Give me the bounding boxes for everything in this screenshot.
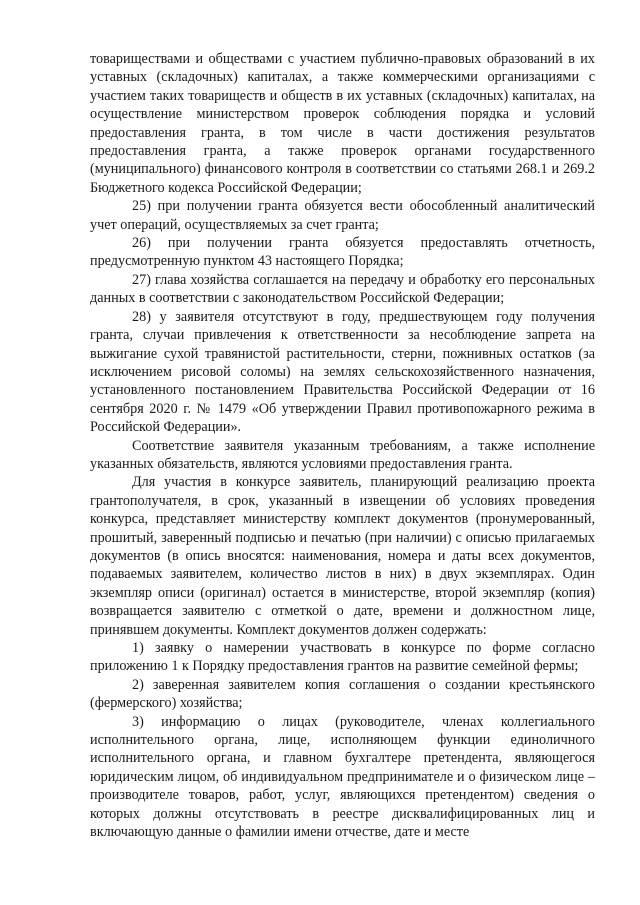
paragraph-documents-package: Для участия в конкурсе заявитель, планирующий реализацию проекта грантополучателя, в срок, указанный в извещении об условиях проведения конкурса, представляет министерству комплект документов (пронумерованный, прошитый, заверенный подписью и печатью (при наличии) с описью прилагаемых документов (в опись вносятся: наименования, номера и даты всех документов, подаваемых заявителем, количество листов в них) в двух экземплярах. Один экземпляр описи (оригинал) остается в министерстве, второй экземпляр (копия) возвращается заявителю с отметкой о дате, времени и должностном лице, принявшем документы. Комплект документов должен содержать: xyxy=(90,474,595,638)
document-page xyxy=(90,50,595,841)
paragraph-doc-item-3: 3) информацию о лицах (руководителе, членах коллегиального исполнительного органа, лице, исполняющем функции единоличного исполнительного органа, и главном бухгалтере претендента, являющегося юридическим лицом, об индивидуальном предпринимателе и о физическом лице – производителе товаров, работ, услуг, являющихся претендентом) сведения о которых должны отсутствовать в реестре дисквалифицированных лиц и включающую данные о фамилии имени отчестве, дате и месте xyxy=(90,713,595,841)
paragraph-doc-item-1: 1) заявку о намерении участвовать в конкурсе по форме согласно приложению 1 к Порядку предоставления грантов на развитие семейной фермы; xyxy=(90,640,595,675)
paragraph-continuation: товариществами и обществами с участием публично-правовых образований в их уставных (складочных) капиталах, а также коммерческими организациями с участием таких товариществ и обществ в их уставных (складочных) капиталах, на осуществление министерством проверок соблюдения порядка и условий предоставления гранта, в том числе в части достижения результатов предоставления гранта, а также проверок органами государственного (муниципального) финансового контроля в соответствии со статьями 268.1 и 269.2 Бюджетного кодекса Российской Федерации; xyxy=(90,51,595,196)
paragraph-doc-item-2: 2) заверенная заявителем копия соглашения о создании крестьянского (фермерского) хозяйства; xyxy=(90,676,595,712)
paragraph-item-28: 28) у заявителя отсутствуют в году, предшествующем году получения гранта, случаи привлечения к ответственности за несоблюдение запрета на выжигание сухой травянистой растительности, стерни, пожнивных остатков (за исключением рисовой соломы) на землях сельскохозяйственного назначения, установленного постановлением Правительства Российской Федерации от 16 сентября 2020 г. № 1479 «Об утверждении Правил противопожарного режима в Российской Федерации». xyxy=(90,308,595,436)
paragraph-item-25: 25) при получении гранта обязуется вести обособленный аналитический учет операций, осуществляемых за счет гранта; xyxy=(90,198,595,233)
paragraph-item-27: 27) глава хозяйства соглашается на передачу и обработку его персональных данных в соответствии с законодательством Российской Федерации; xyxy=(90,271,595,307)
paragraph-item-26: 26) при получении гранта обязуется предоставлять отчетность, предусмотренную пунктом 43 настоящего Порядка; xyxy=(90,235,595,270)
paragraph-conditions: Соответствие заявителя указанным требованиям, а также исполнение указанных обязательств, являются условиями предоставления гранта. xyxy=(90,437,595,472)
